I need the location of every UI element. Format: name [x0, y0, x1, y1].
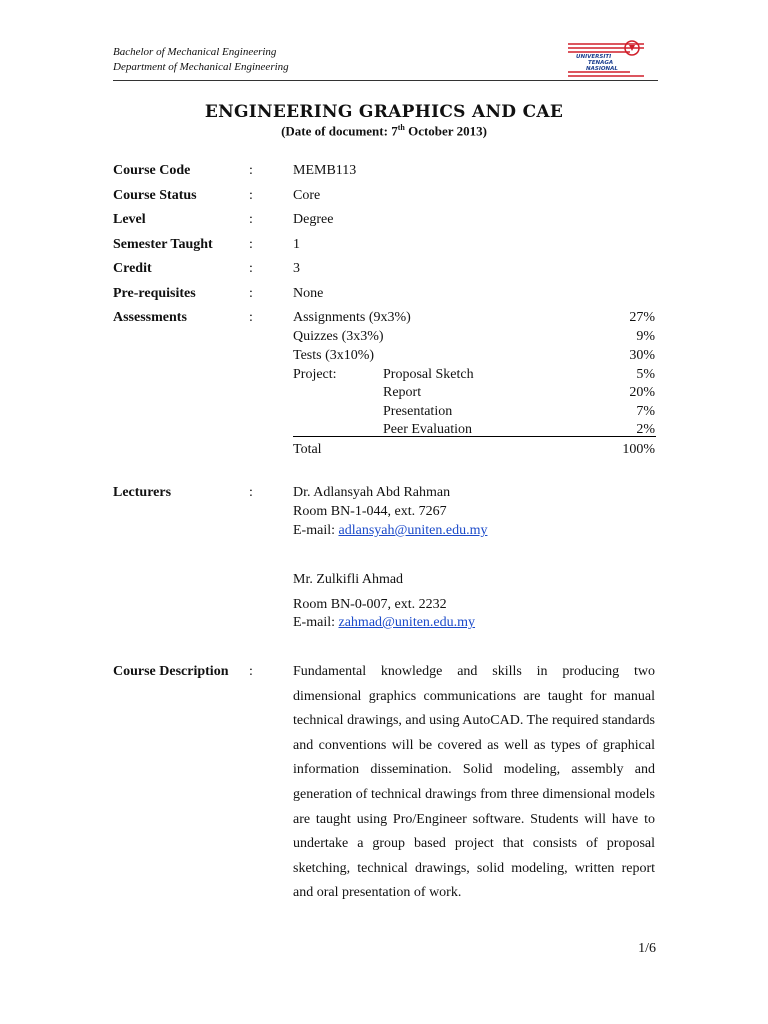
total-pct: 100%: [622, 442, 655, 457]
credit-value: 3: [293, 261, 300, 276]
colon: :: [249, 188, 253, 203]
project-item: Report: [383, 385, 422, 400]
assessments-label: Assessments: [113, 310, 187, 325]
total-rule: [293, 436, 656, 437]
header-rule: [113, 80, 658, 81]
lecturer-email-line: E-mail: adlansyah@uniten.edu.my: [293, 523, 488, 538]
colon: :: [249, 212, 253, 227]
document-title: ENGINEERING GRAPHICS AND CAE: [204, 102, 564, 122]
course-code-label: Course Code: [113, 163, 191, 178]
logo-text-2: TENAGA: [588, 60, 614, 66]
credit-label: Credit: [113, 261, 152, 276]
header-department: Department of Mechanical Engineering: [113, 61, 289, 73]
project-pct: 7%: [636, 404, 655, 419]
course-status-label: Course Status: [113, 188, 197, 203]
university-logo: [566, 38, 646, 82]
course-status-value: Core: [293, 188, 321, 203]
project-pct: 2%: [636, 422, 655, 437]
project-pct: 20%: [629, 385, 655, 400]
project-pct: 5%: [636, 367, 655, 382]
assessment-pct: 27%: [629, 310, 655, 325]
assessment-item: Assignments (9x3%): [293, 310, 411, 325]
prerequisites-label: Pre-requisites: [113, 286, 196, 301]
colon: :: [249, 163, 253, 178]
document-date: (Date of document: 7th October 2013): [281, 123, 487, 139]
assessment-pct: 9%: [636, 329, 655, 344]
prerequisites-value: None: [293, 286, 324, 301]
lecturer-email-link[interactable]: zahmad@uniten.edu.my: [338, 615, 476, 630]
course-code-value: MEMB113: [293, 163, 357, 178]
project-label: Project:: [293, 367, 337, 382]
assessment-pct: 30%: [629, 348, 655, 363]
colon: :: [249, 664, 253, 679]
colon: :: [249, 261, 253, 276]
semester-value: 1: [293, 237, 300, 252]
assessment-item: Quizzes (3x3%): [293, 329, 384, 344]
level-label: Level: [113, 212, 146, 227]
lecturer-email-link[interactable]: adlansyah@uniten.edu.my: [338, 523, 488, 538]
lecturer-room: Room BN-1-044, ext. 7267: [293, 504, 447, 519]
assessment-item: Tests (3x10%): [293, 348, 375, 363]
lecturers-label: Lecturers: [113, 485, 172, 500]
lecturer-room: Room BN-0-007, ext. 2232: [293, 597, 447, 612]
semester-label: Semester Taught: [113, 237, 213, 252]
total-label: Total: [293, 442, 322, 457]
description-text: Fundamental knowledge and skills in producing two dimensional graphics communications are taught for manual technical drawings, and using AutoCAD. The required standards and conventions will be covered as well as types of graphical information dissemination. Solid modeling, assembly and generation of technical drawings from three dimensional models are taught using Pro/Engineer software. Students will have to undertake a group based project that consists of proposal sketching, technical drawings, solid modeling, written report and oral presentation of work.: [293, 664, 655, 901]
colon: :: [249, 310, 253, 325]
project-item: Proposal Sketch: [383, 367, 474, 382]
colon: :: [249, 485, 253, 500]
lecturer-name: Dr. Adlansyah Abd Rahman: [293, 485, 451, 500]
logo-text-3: NASIONAL: [586, 66, 618, 72]
header-program: Bachelor of Mechanical Engineering: [113, 46, 277, 58]
description-label: Course Description: [113, 664, 229, 679]
project-item: Presentation: [383, 404, 453, 419]
colon: :: [249, 286, 253, 301]
colon: :: [249, 237, 253, 252]
level-value: Degree: [293, 212, 334, 227]
lecturer-name: Mr. Zulkifli Ahmad: [293, 572, 404, 587]
lecturer-email-line: E-mail: zahmad@uniten.edu.my: [293, 615, 476, 630]
page-number: 1/6: [638, 941, 656, 956]
project-item: Peer Evaluation: [383, 422, 473, 437]
logo-text-1: UNIVERSITI: [576, 54, 612, 60]
